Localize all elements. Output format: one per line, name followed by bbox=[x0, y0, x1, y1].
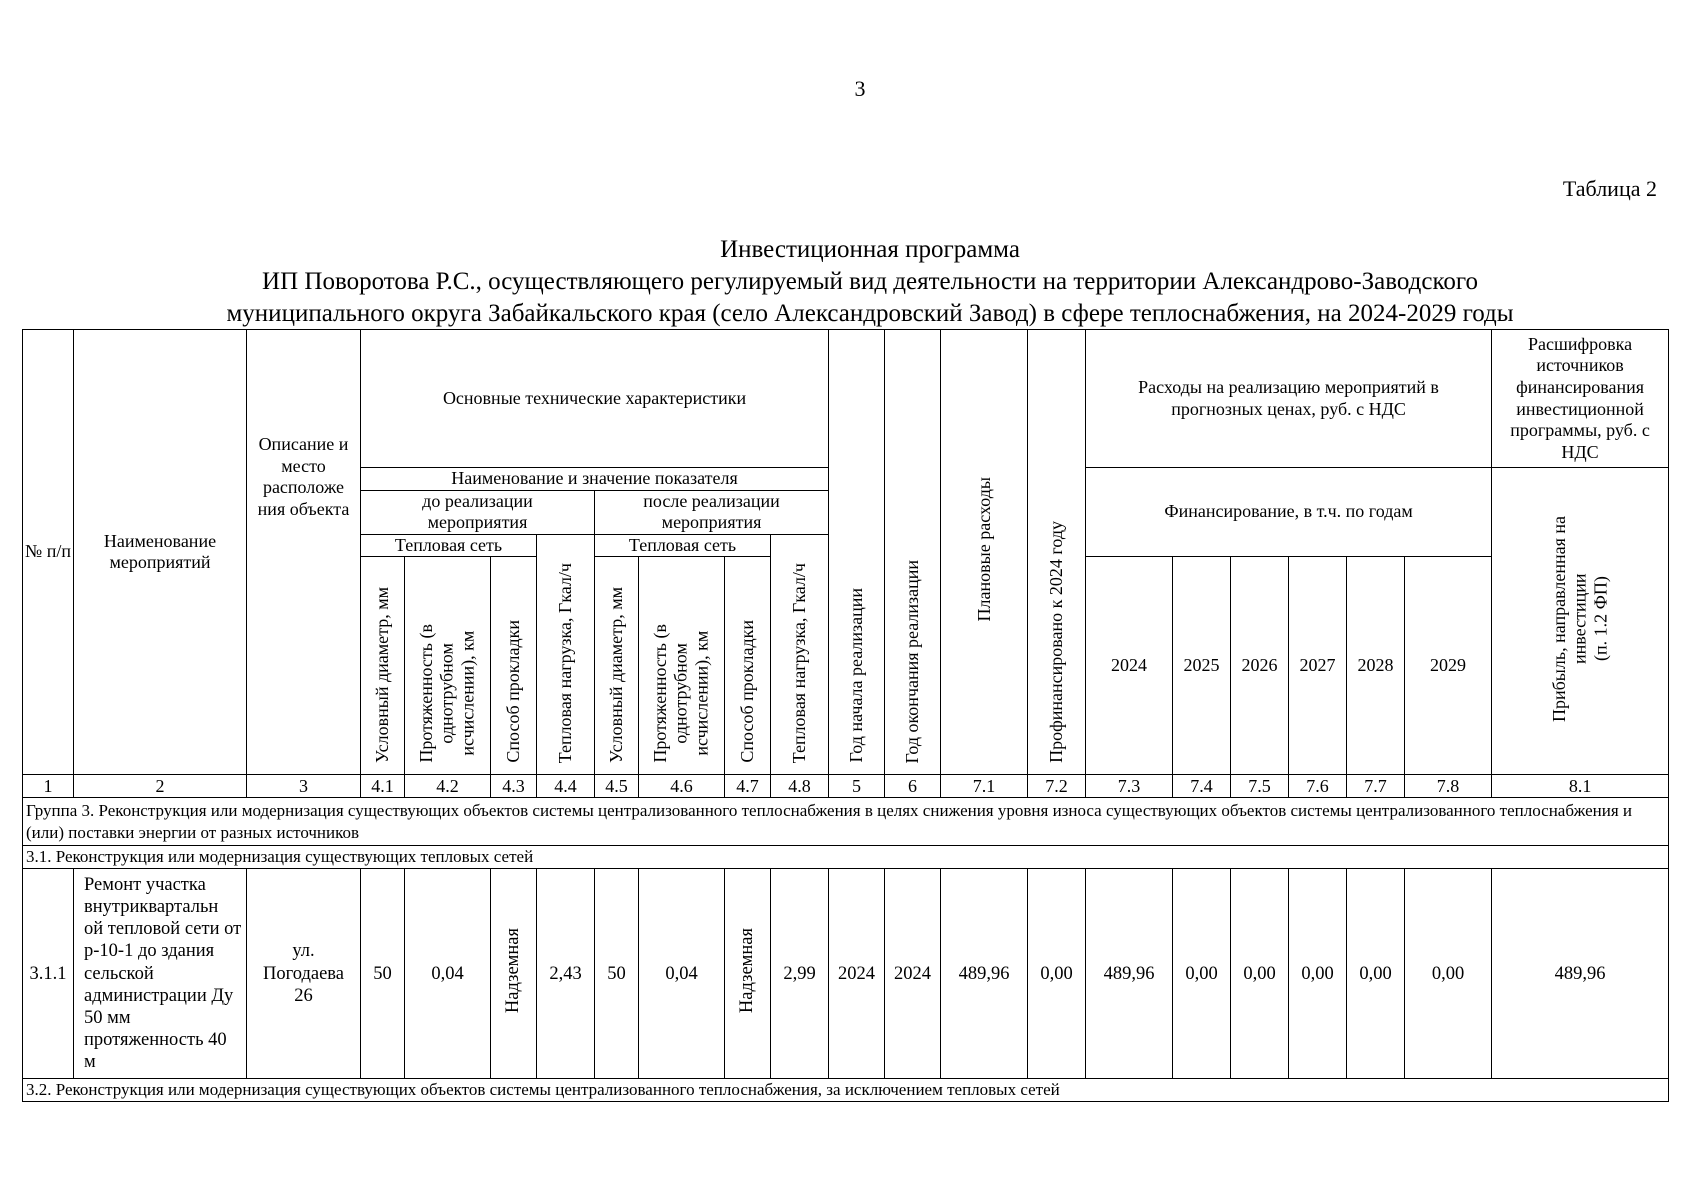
hdr-prefinanced: Профинансировано к 2024 году bbox=[1028, 330, 1086, 775]
cell-num: 3.1.1 bbox=[23, 869, 74, 1079]
column-number-row bbox=[23, 775, 1669, 798]
colnum: 3 bbox=[247, 775, 361, 798]
colnum: 7.8 bbox=[1405, 775, 1492, 798]
cell-planned: 489,96 bbox=[941, 869, 1028, 1079]
cell-method-after: Надземная bbox=[725, 869, 771, 1079]
hdr-year-2024: 2024 bbox=[1086, 557, 1173, 775]
cell-place: ул. Погодаева 26 bbox=[247, 869, 361, 1079]
colnum: 7.4 bbox=[1173, 775, 1231, 798]
hdr-num: № п/п bbox=[23, 330, 74, 775]
doc-title-line3: муниципального округа Забайкальского края (село Александровский Завод) в сфере теплоснабжения, на 2024-2029 годы bbox=[226, 300, 1514, 327]
hdr-load-before: Тепловая нагрузка, Гкал/ч bbox=[537, 534, 595, 775]
section-3-1-heading: 3.1. Реконструкция или модернизация существующих тепловых сетей bbox=[23, 846, 1669, 869]
colnum: 5 bbox=[829, 775, 885, 798]
cell-name: Ремонт участка внутриквартальн ой тепловой сети от р-10-1 до здания сельской администрации Ду 50 мм протяженность 40 м bbox=[74, 869, 247, 1079]
hdr-year-start: Год начала реализации bbox=[829, 330, 885, 775]
cell-year-end: 2024 bbox=[885, 869, 941, 1079]
cell-2025: 0,00 bbox=[1173, 869, 1231, 1079]
section-3-2-heading: 3.2. Реконструкция или модернизация существующих объектов системы централизованного теплоснабжения, за исключением тепловых сетей bbox=[23, 1079, 1669, 1102]
colnum: 7.1 bbox=[941, 775, 1028, 798]
hdr-before: до реализации мероприятия bbox=[361, 490, 595, 534]
hdr-network-after: Тепловая сеть bbox=[595, 534, 771, 557]
table-row bbox=[23, 869, 1669, 1079]
hdr-name: Наименование мероприятий bbox=[74, 330, 247, 775]
colnum: 7.2 bbox=[1028, 775, 1086, 798]
cell-method-before: Надземная bbox=[491, 869, 537, 1079]
hdr-len-after: Протяженность (в однотрубном исчислении), км bbox=[639, 557, 725, 775]
investment-table bbox=[22, 329, 1669, 1102]
colnum: 4.6 bbox=[639, 775, 725, 798]
hdr-expenses: Расходы на реализацию мероприятий в прогнозных ценах, руб. с НДС bbox=[1086, 330, 1492, 468]
cell-2029: 0,00 bbox=[1405, 869, 1492, 1079]
hdr-year-2027: 2027 bbox=[1289, 557, 1347, 775]
cell-2026: 0,00 bbox=[1231, 869, 1289, 1079]
doc-title-line2: ИП Поворотова Р.С., осуществляющего регулируемый вид деятельности на территории Александрово-Заводского bbox=[262, 268, 1478, 295]
colnum: 4.4 bbox=[537, 775, 595, 798]
cell-profit: 489,96 bbox=[1492, 869, 1669, 1079]
colnum: 4.5 bbox=[595, 775, 639, 798]
cell-2024: 489,96 bbox=[1086, 869, 1173, 1079]
cell-2027: 0,00 bbox=[1289, 869, 1347, 1079]
colnum: 7.5 bbox=[1231, 775, 1289, 798]
colnum: 4.8 bbox=[771, 775, 829, 798]
hdr-method-before: Способ прокладки bbox=[491, 557, 537, 775]
hdr-financing: Финансирование, в т.ч. по годам bbox=[1086, 468, 1492, 557]
hdr-method-after: Способ прокладки bbox=[725, 557, 771, 775]
hdr-load-after: Тепловая нагрузка, Гкал/ч bbox=[771, 534, 829, 775]
hdr-year-2028: 2028 bbox=[1347, 557, 1405, 775]
hdr-planned: Плановые расходы bbox=[941, 330, 1028, 775]
cell-diam-after: 50 bbox=[595, 869, 639, 1079]
cell-2028: 0,00 bbox=[1347, 869, 1405, 1079]
colnum: 4.7 bbox=[725, 775, 771, 798]
cell-diam-before: 50 bbox=[361, 869, 405, 1079]
hdr-network-before: Тепловая сеть bbox=[361, 534, 537, 557]
cell-load-after: 2,99 bbox=[771, 869, 829, 1079]
colnum: 4.2 bbox=[405, 775, 491, 798]
page-number: 3 bbox=[854, 76, 866, 101]
colnum: 7.3 bbox=[1086, 775, 1173, 798]
colnum: 6 bbox=[885, 775, 941, 798]
colnum: 4.1 bbox=[361, 775, 405, 798]
colnum: 8.1 bbox=[1492, 775, 1669, 798]
colnum: 4.3 bbox=[491, 775, 537, 798]
hdr-tech: Основные технические характеристики bbox=[361, 330, 829, 468]
hdr-indicator: Наименование и значение показателя bbox=[361, 468, 829, 491]
cell-load-before: 2,43 bbox=[537, 869, 595, 1079]
doc-title-line1: Инвестиционная программа bbox=[720, 236, 1020, 263]
colnum: 7.6 bbox=[1289, 775, 1347, 798]
colnum: 2 bbox=[74, 775, 247, 798]
hdr-year-end: Год окончания реализации bbox=[885, 330, 941, 775]
colnum: 1 bbox=[23, 775, 74, 798]
cell-len-before: 0,04 bbox=[405, 869, 491, 1079]
hdr-desc: Описание и место расположе ния объекта bbox=[247, 330, 361, 775]
cell-prefinanced: 0,00 bbox=[1028, 869, 1086, 1079]
hdr-year-2026: 2026 bbox=[1231, 557, 1289, 775]
hdr-diam-before: Условный диаметр, мм bbox=[361, 557, 405, 775]
group-3-heading: Группа 3. Реконструкция или модернизация существующих объектов системы централизованного теплоснабжения в целях снижения уровня износа существующих объектов системы централизованного теплоснабжения и (или) поставки энергии от разных источников bbox=[23, 798, 1669, 846]
hdr-diam-after: Условный диаметр, мм bbox=[595, 557, 639, 775]
hdr-len-before: Протяженность (в однотрубном исчислении), км bbox=[405, 557, 491, 775]
hdr-sources: Расшифровка источников финансирования инвестиционной программы, руб. с НДС bbox=[1492, 330, 1669, 468]
hdr-year-2025: 2025 bbox=[1173, 557, 1231, 775]
cell-len-after: 0,04 bbox=[639, 869, 725, 1079]
colnum: 7.7 bbox=[1347, 775, 1405, 798]
hdr-after: после реализации мероприятия bbox=[595, 490, 829, 534]
hdr-profit: Прибыль, направленная на инвестиции (п. 1.2 ФП) bbox=[1492, 468, 1669, 775]
table-label: Таблица 2 bbox=[1562, 176, 1657, 201]
cell-year-start: 2024 bbox=[829, 869, 885, 1079]
hdr-year-2029: 2029 bbox=[1405, 557, 1492, 775]
